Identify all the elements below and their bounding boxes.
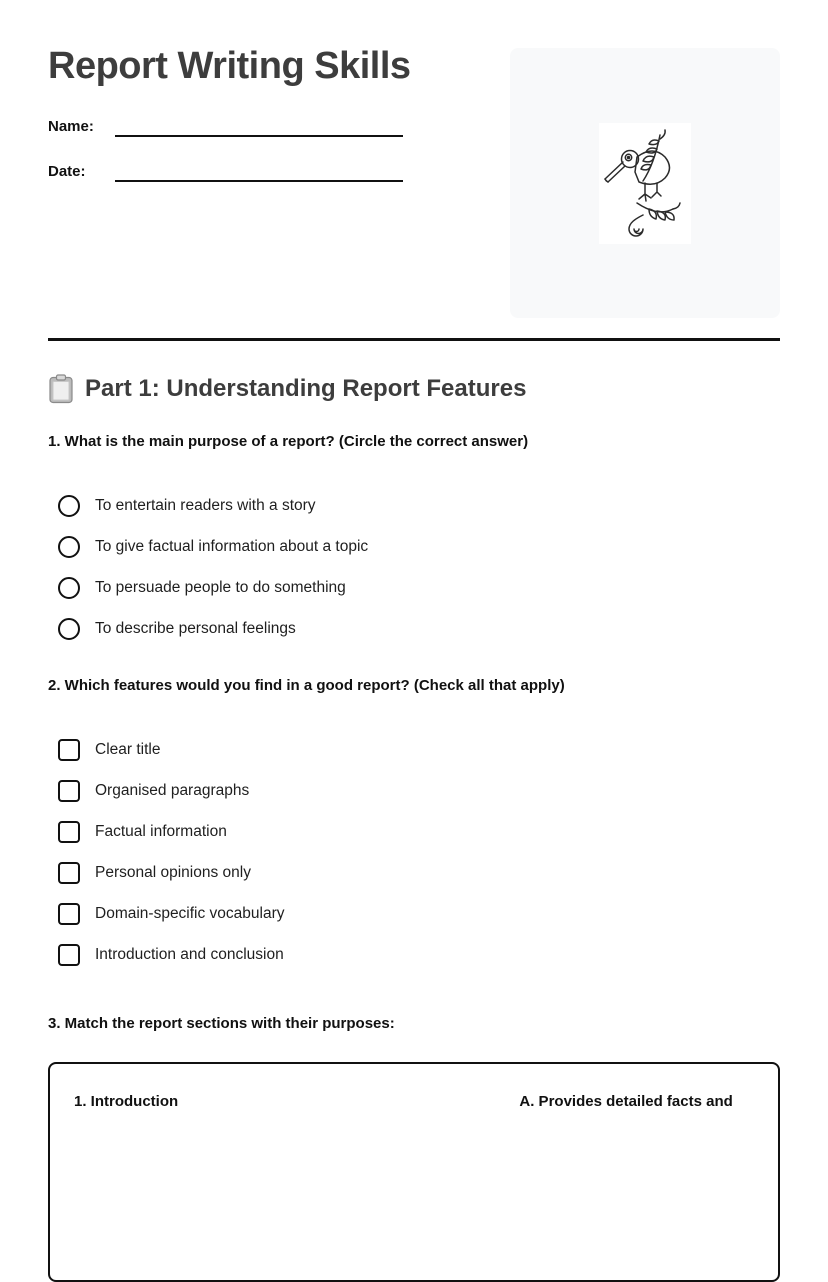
checkbox-option-label: Clear title	[95, 741, 161, 758]
radio-option	[48, 536, 780, 558]
part1-heading-text: Part 1: Understanding Report Features	[85, 375, 527, 402]
match-item-right: A. Provides detailed facts and	[519, 1093, 733, 1110]
name-field-row	[48, 118, 411, 137]
radio-option-label: To persuade people to do something	[95, 579, 346, 596]
checkbox-box[interactable]	[58, 821, 80, 843]
match-item-left: 1. Introduction	[74, 1093, 179, 1110]
checkbox-option	[48, 821, 780, 843]
checkbox-option	[48, 944, 780, 966]
radio-option	[48, 577, 780, 599]
header-image-panel	[510, 48, 780, 318]
date-input-line[interactable]	[115, 164, 403, 182]
checkbox-option	[48, 780, 780, 802]
checkbox-option-label: Personal opinions only	[95, 864, 251, 881]
radio-option-label: To give factual information about a topic	[95, 538, 369, 555]
clipboard-icon	[48, 374, 74, 404]
radio-circle[interactable]	[58, 618, 80, 640]
radio-circle[interactable]	[58, 577, 80, 599]
kiwi-bird-illustration	[599, 123, 691, 244]
radio-circle[interactable]	[58, 536, 80, 558]
checkbox-option-label: Domain-specific vocabulary	[95, 905, 285, 922]
match-table	[48, 1062, 780, 1282]
checkbox-box[interactable]	[58, 862, 80, 884]
checkbox-box[interactable]	[58, 739, 80, 761]
checkbox-option	[48, 862, 780, 884]
question-3: 3. Match the report sections with their purposes:	[48, 1015, 395, 1032]
header	[48, 0, 780, 318]
question-2: 2. Which features would you find in a good report? (Check all that apply)	[48, 677, 565, 694]
radio-circle[interactable]	[58, 495, 80, 517]
checkbox-option-label: Organised paragraphs	[95, 782, 250, 799]
date-label: Date:	[48, 162, 86, 180]
date-field-row	[48, 163, 411, 182]
checkbox-option-label: Factual information	[95, 823, 227, 840]
checkbox-box[interactable]	[58, 903, 80, 925]
question-2-options	[48, 739, 780, 966]
checkbox-box[interactable]	[58, 780, 80, 802]
radio-option	[48, 495, 780, 517]
page-title: Report Writing Skills	[48, 45, 411, 87]
checkbox-option	[48, 739, 780, 761]
question-1: 1. What is the main purpose of a report? (Circle the correct answer)	[48, 433, 529, 450]
name-input-line[interactable]	[115, 119, 403, 137]
question-1-options	[48, 495, 780, 640]
checkbox-option-label: Introduction and conclusion	[95, 946, 284, 963]
header-left	[48, 46, 411, 208]
radio-option-label: To describe personal feelings	[95, 620, 296, 637]
section-divider	[48, 338, 780, 341]
part1-heading	[48, 374, 780, 404]
radio-option-label: To entertain readers with a story	[95, 497, 316, 514]
checkbox-option	[48, 903, 780, 925]
name-label: Name:	[48, 117, 94, 135]
checkbox-box[interactable]	[58, 944, 80, 966]
radio-option	[48, 618, 780, 640]
